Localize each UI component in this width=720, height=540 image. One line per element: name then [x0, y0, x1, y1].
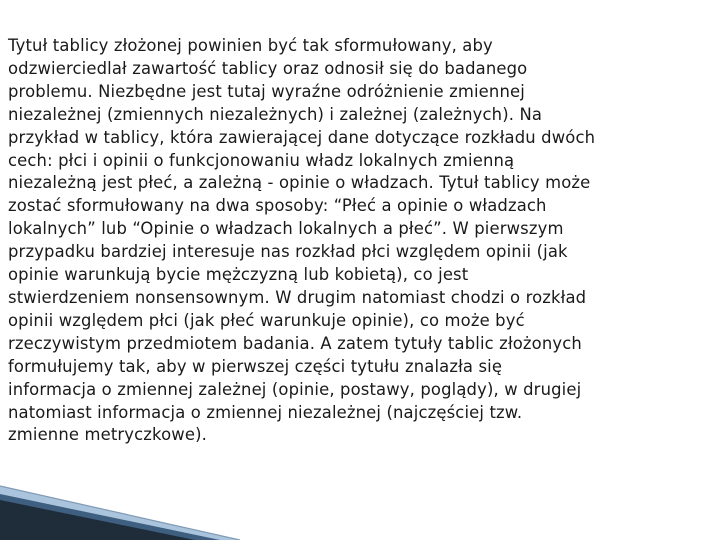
slide-body-text: Tytuł tablicy złożonej powinien być tak sformułowany, aby odzwierciedlał zawartość tablicy oraz odnosił się do badanego problemu. Niezbędne jest tutaj wyraźne odróżnienie zmiennej niezależnej (zmiennych niezależnych) i zależnej (zależnych). Na przykład w tablicy, która zawierającej dane dotyczące rozkładu dwóch cech: płci i opinii o funkcjonowaniu władz lokalnych zmienną niezależną jest płeć, a zależną - opinie o władzach. Tytuł tablicy może zostać sformułowany na dwa sposoby: “Płeć a opinie o władzach lokalnych” lub “Opinie o władzach lokalnych a płeć”. W pierwszym przypadku bardziej interesuje nas rozkład płci względem opinii (jak opinie warunkują bycie mężczyzną lub kobietą), co jest stwierdzeniem nonsensownym. W drugim natomiast chodzi o rozkład opinii względem płci (jak płeć warunkuje opinie), co może być rzeczywistym przedmiotem badania. A zatem tytuły tablic złożonych formułujemy tak, aby w pierwszej części tytułu znalazła się informacja o zmiennej zależnej (opinie, postawy, poglądy), w drugiej natomiast informacja o zmiennej niezależnej (najczęściej tzw. zmienne metryczkowe). [8, 36, 596, 445]
corner-decoration [0, 440, 240, 540]
corner-stripe-dark [0, 500, 195, 540]
